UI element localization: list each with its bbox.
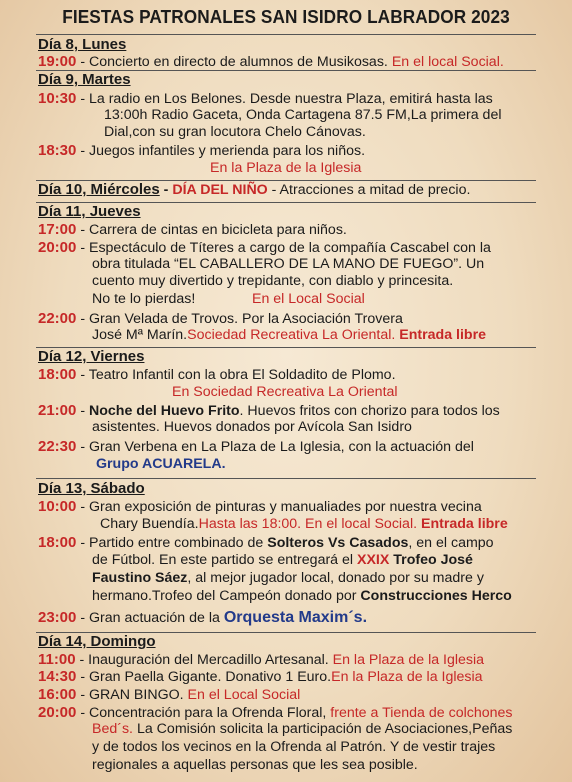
event-line [38,534,494,552]
event-text: La Comisión solicita la participación de Asociaciones,Peñas [133,721,513,737]
event-line [38,686,300,704]
event-text: Chary Buendía. [100,516,199,532]
event-line [38,366,396,384]
event-place: En el local Social. [391,54,504,70]
event-time: 18:00 [38,534,77,551]
event-line [92,291,195,308]
event-text: - La radio en Los Belones. Desde nuestra Plaza, emitirá hasta las [76,91,493,107]
day-heading-13: Día 13, Sábado [38,480,145,497]
event-text: No te lo pierdas! [92,291,196,307]
event-place: En la Plaza de la Iglesia [331,669,483,685]
divider [36,478,536,479]
event-text: - Juegos infantiles y merienda para los niños. [76,143,366,159]
dash: - [76,403,89,419]
event-text: - Espectáculo de Títeres a cargo de la compañía Cascabel con la [76,240,491,256]
day-heading-11: Día 11, Jueves [38,203,141,220]
event-time: 10:00 [38,498,77,515]
event-text: - Partido entre combinado de [76,535,268,551]
event-line [100,516,508,533]
event-text: . Huevos fritos con chorizo para todos los [239,403,500,419]
event-text: - Concentración para la Ofrenda Floral, [76,705,331,721]
event-text: - Concierto en directo de alumnos de Musikosas. [76,54,392,70]
highlight-label: DÍA DEL NIÑO [172,182,268,198]
trophy-number: XXIX [357,552,390,568]
event-place: En la Plaza de la Iglesia [210,160,362,176]
event-line [38,53,504,71]
trophy-name: Trofeo José [389,552,473,568]
event-text: - Inauguración del Mercadillo Artesanal. [75,652,333,668]
event-text: regionales a aquellas personas que les sea posible. [92,757,418,773]
event-line [38,221,347,239]
event-extra: Entrada libre [395,327,487,343]
page-title: FIESTAS PATRONALES SAN ISIDRO LABRADOR 2023 [62,6,510,27]
event-extra: Entrada libre [417,516,508,532]
event-text: - Gran Velada de Trovos. Por la Asociación Trovera [76,311,403,327]
event-line [92,552,473,569]
event-line [38,668,483,686]
day-heading-14: Día 14, Domingo [38,633,156,650]
event-text: - Gran actuación de la [76,610,224,626]
event-line [38,498,482,516]
event-place: Hasta las 18:00. En el local Social. [198,516,418,532]
event-place: Sociedad Recreativa La Oriental. [187,327,396,343]
event-time: 10:30 [38,90,77,107]
event-place: En el Local Social [187,687,301,703]
event-bold: Solteros Vs Casados [267,535,409,551]
event-line [38,704,513,722]
day-heading-12: Día 12, Viernes [38,348,145,365]
event-bold: Faustino Sáez [92,570,188,586]
event-line [38,239,491,257]
event-band: Orquesta Maxim´s. [223,609,368,626]
event-text: obra titulada “EL CABALLERO DE LA MANO DE FUEGO”. Un [92,256,485,272]
event-line [38,651,484,669]
event-text: - Carrera de cintas en bicicleta para niños. [76,222,347,238]
event-text: - Gran exposición de pinturas y manualiades por nuestra vecina [76,499,482,515]
event-place: En Sociedad Recreativa La Oriental [172,384,398,400]
event-text: cuento muy divertido y trepidante, con diablo y princesita. [92,273,454,289]
event-time: 22:30 [38,438,77,455]
event-text: Dial,con su gran locutora Chelo Cánovas. [104,124,366,140]
event-time: 18:00 [38,366,77,383]
event-text: - Gran Verbena en La Plaza de La Iglesia, con la actuación del [76,439,474,455]
dash: - [159,182,173,198]
event-time: 20:00 [38,239,77,256]
event-text: asistentes. Huevos donados por Avícola San Isidro [92,419,412,435]
event-text: - GRAN BINGO. [76,687,188,703]
event-time: 16:00 [38,686,77,703]
event-text: - Gran Paella Gigante. Donativo 1 Euro. [76,669,332,685]
event-line [92,588,512,605]
event-line [38,609,367,627]
event-place: En el Local Social [252,291,365,307]
day-line-10 [38,181,470,199]
event-text: 13:00h Radio Gaceta, Onda Cartagena 87.5 FM,La primera del [104,107,502,123]
event-time: 22:00 [38,310,77,327]
event-text: José Mª Marín. [92,327,188,343]
day-heading-8: Día 8, Lunes [38,36,127,53]
event-text: , en el campo [408,535,494,551]
event-line [92,721,512,738]
day-heading-10: Día 10, Miércoles [38,181,160,198]
event-line [38,438,474,456]
event-line [38,402,500,420]
event-line [92,327,486,344]
event-text: y de todos los vecinos en la Ofrenda al Patrón. Y de vestir trajes [92,739,496,755]
event-bold: Noche del Huevo Frito [88,403,240,419]
event-text: - Teatro Infantil con la obra El Soldadito de Plomo. [76,367,396,383]
event-time: 14:30 [38,668,77,685]
event-time: 23:00 [38,609,77,626]
event-place: En la Plaza de la Iglesia [332,652,485,668]
event-place: frente a Tienda de colchones [330,705,513,721]
event-line [38,310,403,328]
event-time: 11:00 [38,651,76,668]
event-text: de Fútbol. En este partido se entregará el [92,552,357,568]
event-line [38,90,493,108]
event-text: , al mejor jugador local, donado por su madre y [187,570,484,586]
day-heading-9: Día 9, Martes [38,71,131,88]
event-text: hermano.Trofeo del Campeón donado por [92,588,361,604]
event-text: - Atracciones a mitad de precio. [267,182,471,198]
event-time: 21:00 [38,402,77,419]
event-time: 17:00 [38,221,77,238]
event-time: 20:00 [38,704,77,721]
event-time: 18:30 [38,142,77,159]
event-line [92,570,484,587]
event-sponsor: Construcciones Herco [360,588,512,604]
divider [36,34,536,35]
event-group: Grupo ACUARELA. [96,456,226,472]
event-line [38,142,365,160]
event-time: 19:00 [38,53,77,70]
event-place: Bed´s. [92,721,134,737]
